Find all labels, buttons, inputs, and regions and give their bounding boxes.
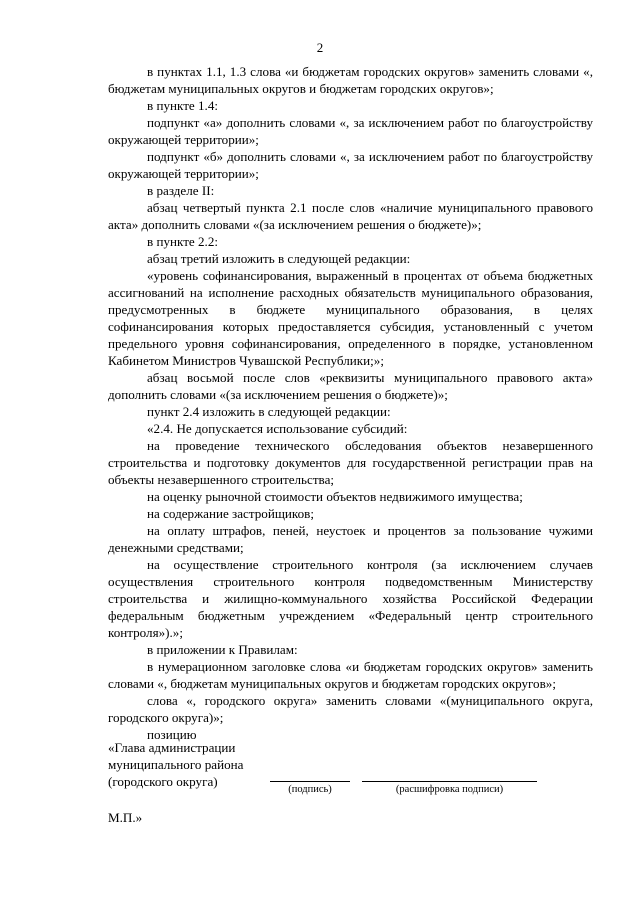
signature-title-line3: (городского округа) [108, 774, 218, 789]
page-number: 2 [316, 40, 324, 55]
paragraph: в приложении к Правилам: [147, 642, 298, 657]
paragraph: пункт 2.4 изложить в следующей редакции: [147, 404, 391, 419]
paragraph: в разделе II: [147, 183, 215, 198]
paragraph: в пунктах 1.1, 1.3 слова «и бюджетам городских округов» заменить словами «, бюджетам муниципальных округов и бюджетам городских округов»; [108, 64, 593, 96]
paragraph: на оценку рыночной стоимости объектов недвижимого имущества; [147, 489, 523, 504]
document-body [108, 63, 593, 743]
paragraph: подпункт «б» дополнить словами «, за исключением работ по благоустройству окружающей территории»; [108, 149, 593, 181]
paragraph: абзац третий изложить в следующей редакции: [147, 251, 411, 266]
paragraph: абзац восьмой после слов «реквизиты муниципального правового акта» дополнить словами «(за исключением решения о бюджете)»; [108, 370, 593, 402]
paragraph: подпункт «а» дополнить словами «, за исключением работ по благоустройству окружающей территории»; [108, 115, 593, 147]
signature-caption: (подпись) [288, 784, 332, 795]
paragraph: абзац четвертый пункта 2.1 после слов «наличие муниципального правового акта» дополнить словами «(за исключением решения о бюджете)»; [108, 200, 593, 232]
paragraph: на проведение технического обследования объектов незавершенного строительства и подготовку документов для государственной регистрации прав на объекты незавершенного строительства; [108, 438, 593, 487]
paragraph: в пункте 1.4: [147, 98, 219, 113]
name-line [362, 781, 537, 782]
signature-block [108, 739, 408, 790]
signature-line [270, 781, 350, 782]
signature-title-line2: муниципального района [108, 757, 244, 772]
signature-title-line1: «Глава администрации [108, 740, 236, 755]
paragraph: на осуществление строительного контроля (за исключением случаев осуществления строительного контроля подведомственным Министерству строительства и жилищно-коммунального хозяйства Российской Федерации федеральным бюджетным учреждением «Федеральный центр строительного контроля»).»; [108, 557, 593, 640]
paragraph: позицию [147, 727, 197, 742]
name-caption: (расшифровка подписи) [395, 784, 504, 795]
paragraph: слова «, городского округа» заменить словами «(муниципального округа, городского округа)»; [108, 693, 593, 725]
paragraph: «уровень софинансирования, выраженный в процентах от объема бюджетных ассигнований на исполнение расходных обязательств муниципального образования, предусмотренных в бюджете муниципального образования, в целях софинансирования которых предоставляется субсидия, установленный с учетом предельного уровня софинансирования, определенного в порядке, установленном Кабинетом Министров Чувашской Республики;»; [108, 268, 593, 368]
paragraph: в пункте 2.2: [147, 234, 219, 249]
stamp-placeholder: М.П.» [108, 810, 143, 825]
paragraph: на оплату штрафов, пеней, неустоек и процентов за пользование чужими денежными средствами; [108, 523, 593, 555]
paragraph: «2.4. Не допускается использование субсидий: [147, 421, 408, 436]
paragraph: в нумерационном заголовке слова «и бюджетам городских округов» заменить словами «, бюджетам муниципальных округов и бюджетам городских округов»; [108, 659, 593, 691]
paragraph: на содержание застройщиков; [147, 506, 314, 521]
